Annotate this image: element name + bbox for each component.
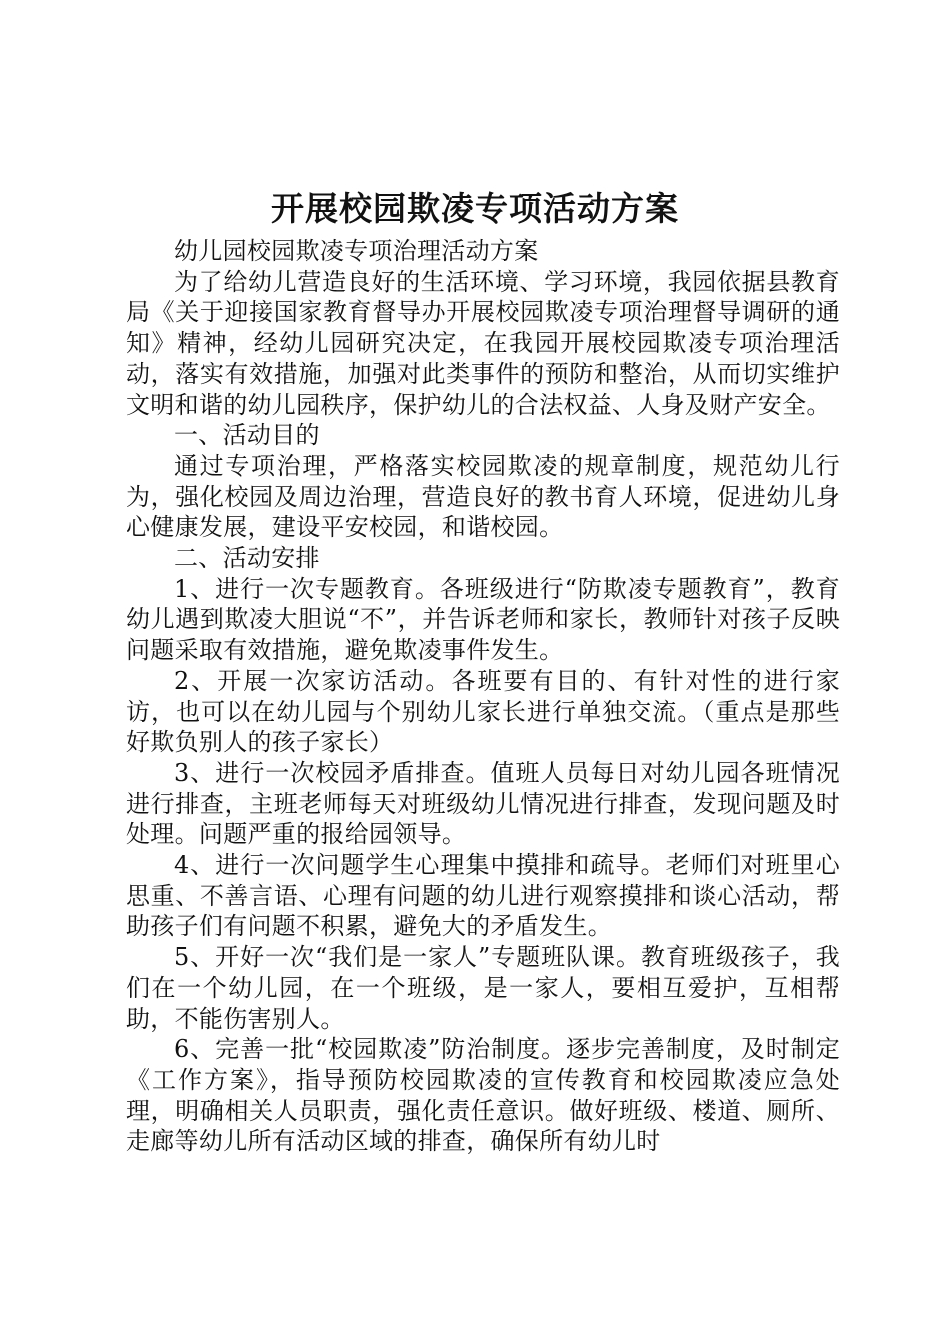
document-body [126, 236, 840, 1157]
paragraph-purpose: 通过专项治理，严格落实校园欺凌的规章制度，规范幼儿行为，强化校园及周边治理，营造良好的教书育人环境，促进幼儿身心健康发展，建设平安校园，和谐校园。 [126, 451, 840, 542]
paragraph-subtitle: 幼儿园校园欺凌专项治理活动方案 [174, 237, 539, 265]
document-title: 开展校园欺凌专项活动方案 [271, 189, 679, 228]
paragraph-item-2: 2、开展一次家访活动。各班要有目的、有针对性的进行家访，也可以在幼儿园与个别幼儿家长进行单独交流。（重点是那些好欺负别人的孩子家长） [126, 666, 840, 757]
paragraph-item-1: 1、进行一次专题教育。各班级进行“防欺凌专题教育”，教育幼儿遇到欺凌大胆说“不”，并告诉老师和家长，教师针对孩子反映问题采取有效措施，避免欺凌事件发生。 [126, 574, 840, 665]
paragraph-item-6: 6、完善一批“校园欺凌”防治制度。逐步完善制度，及时制定《工作方案》，指导预防校园欺凌的宣传教育和校园欺凌应急处理，明确相关人员职责，强化责任意识。做好班级、楼道、厕所、走廊等幼儿所有活动区域的排查，确保所有幼儿时 [126, 1035, 840, 1156]
paragraph-intro: 为了给幼儿营造良好的生活环境、学习环境，我园依据县教育局《关于迎接国家教育督导办开展校园欺凌专项治理督导调研的通知》精神，经幼儿园研究决定，在我园开展校园欺凌专项治理活动，落实有效措施，加强对此类事件的预防和整治，从而切实维护文明和谐的幼儿园秩序，保护幼儿的合法权益、人身及财产安全。 [126, 267, 840, 419]
paragraph-item-5: 5、开好一次“我们是一家人”专题班队课。教育班级孩子，我们在一个幼儿园，在一个班级，是一家人，要相互爱护，互相帮助，不能伤害别人。 [126, 943, 840, 1033]
paragraph-item-3: 3、进行一次校园矛盾排查。值班人员每日对幼儿园各班情况进行排查，主班老师每天对班级幼儿情况进行排查，发现问题及时处理。问题严重的报给园领导。 [126, 758, 840, 849]
heading-activity-arrangement: 二、活动安排 [174, 544, 320, 573]
paragraph-item-4: 4、进行一次问题学生心理集中摸排和疏导。老师们对班里心思重、不善言语、心理有问题的幼儿进行观察摸排和谈心活动，帮助孩子们有问题不积累，避免大的矛盾发生。 [126, 851, 840, 941]
heading-activity-purpose: 一、活动目的 [174, 421, 320, 450]
